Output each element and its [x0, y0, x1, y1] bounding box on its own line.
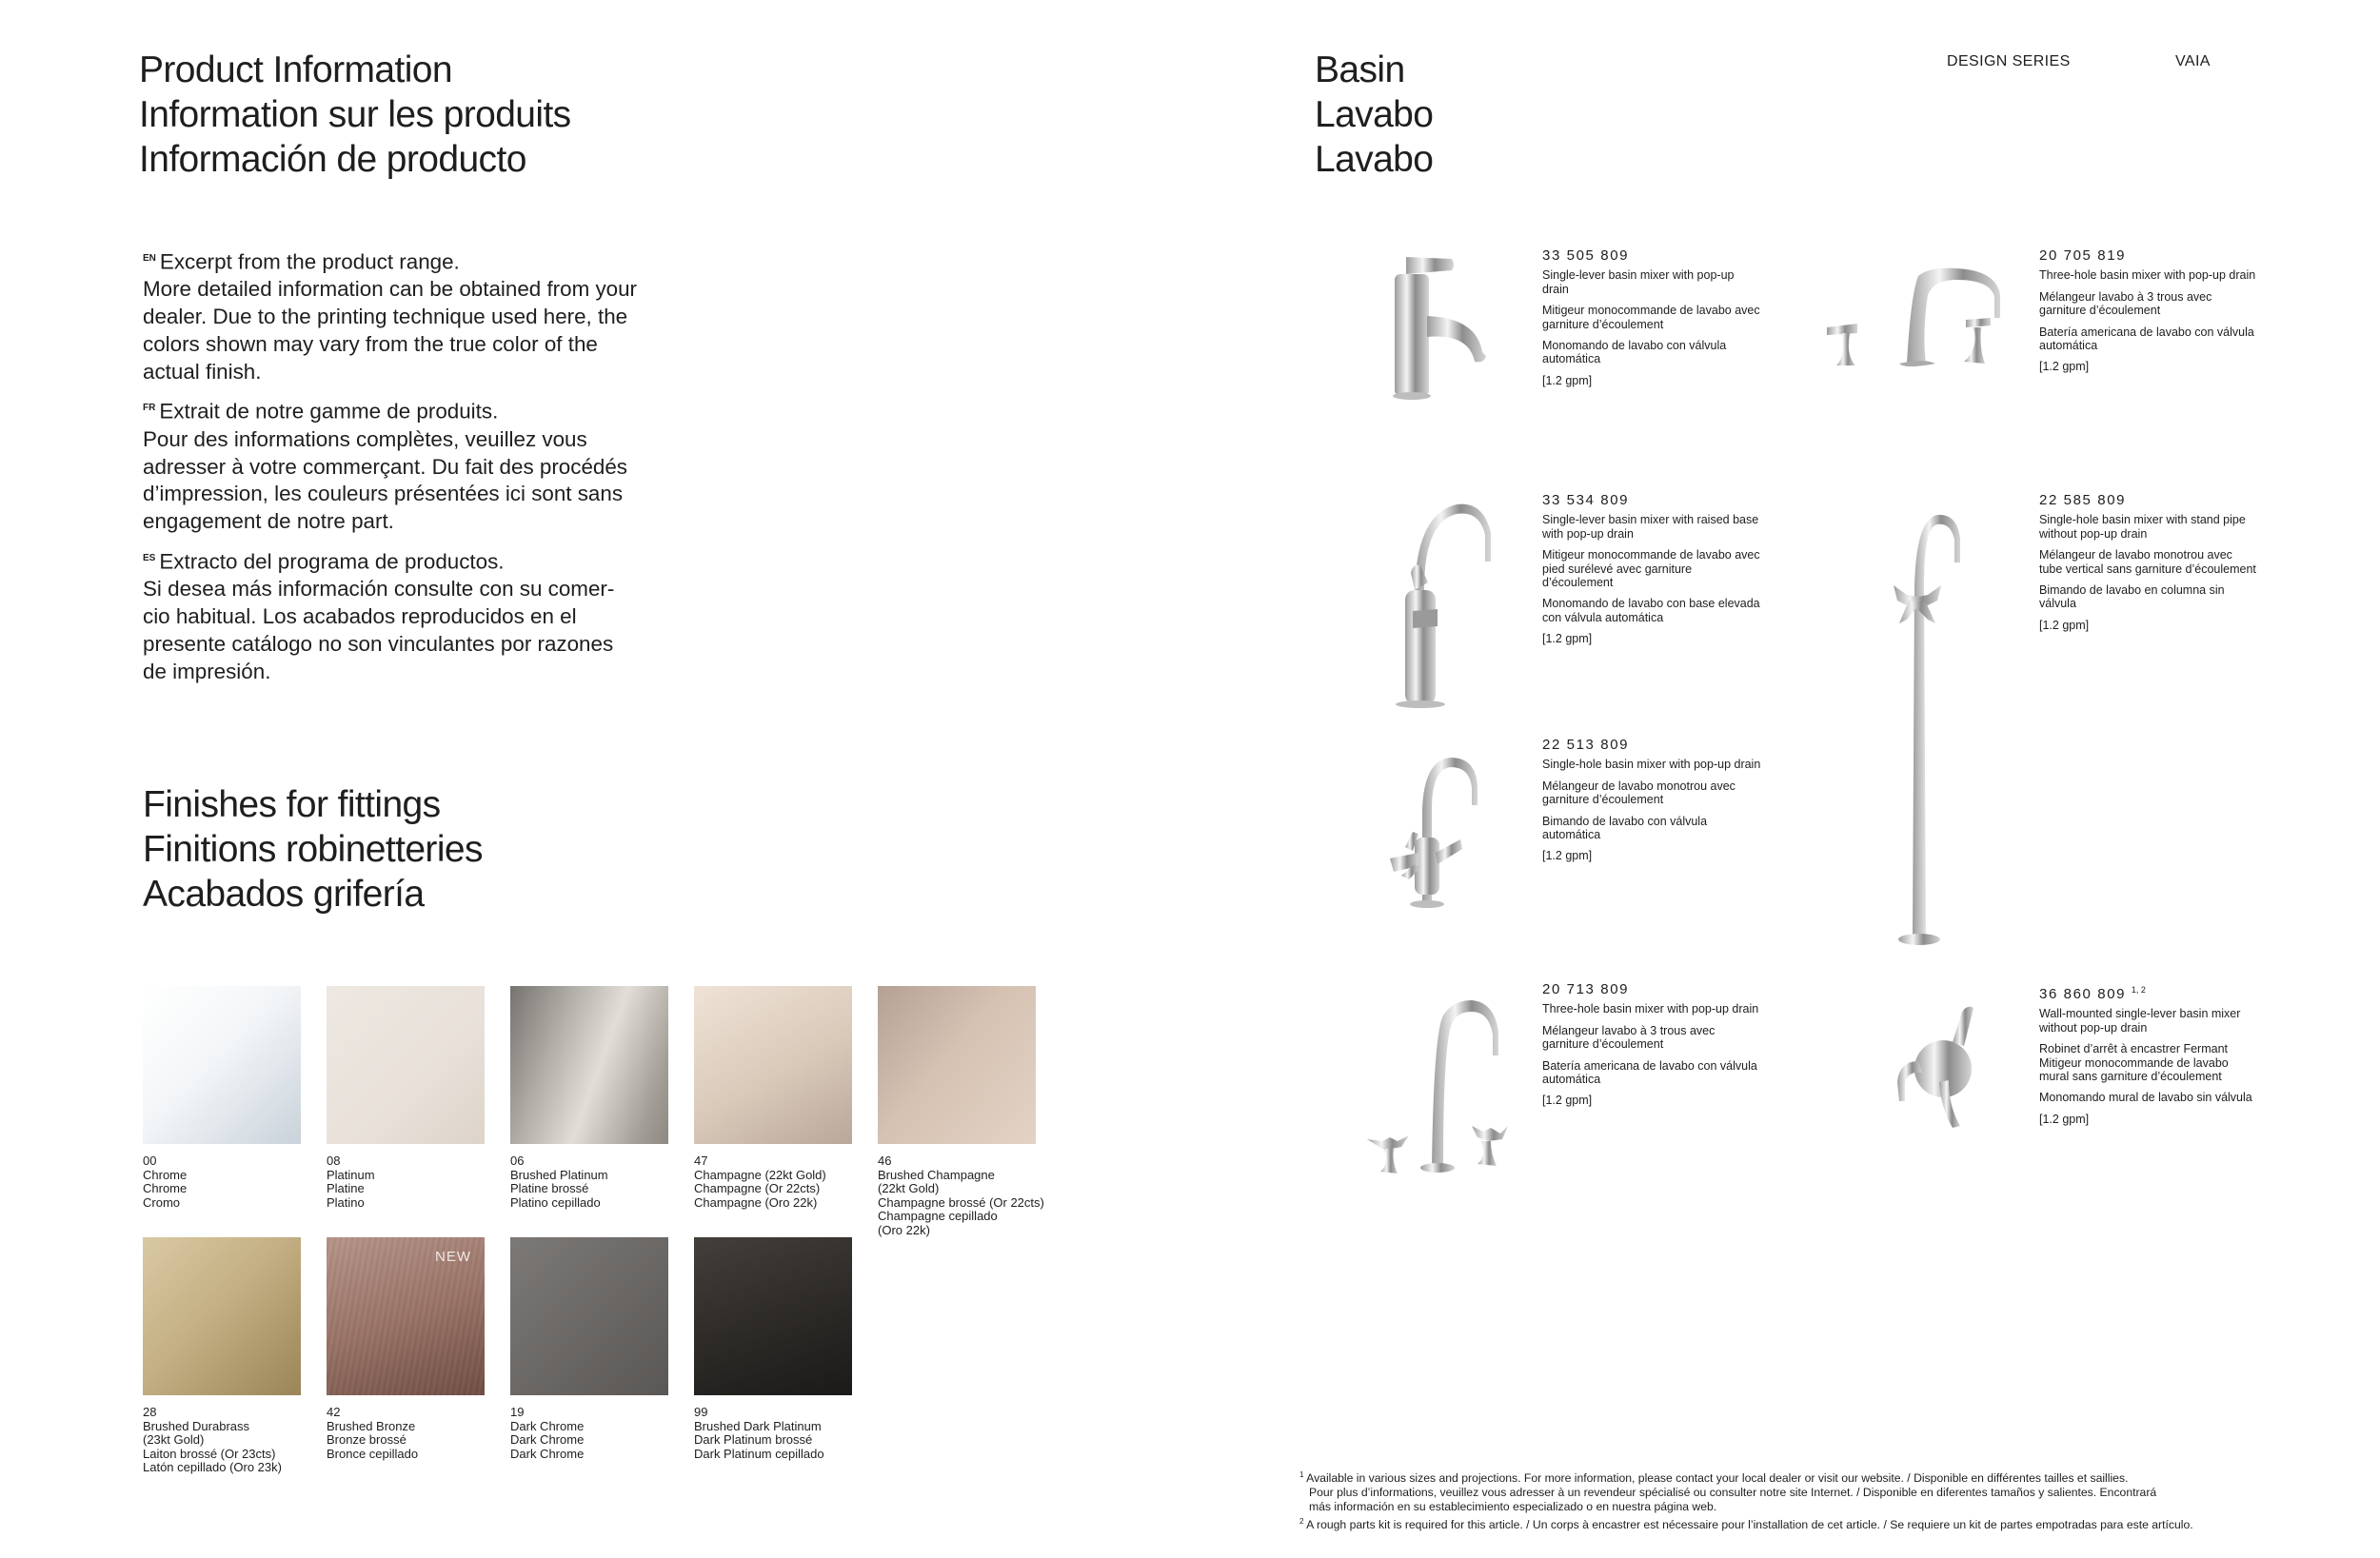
product-desc-fr: Robinet d’arrêt à encastrer Fermant Mitigeur monocommande de lavabo mural sans garniture d’écoulement: [2039, 1042, 2229, 1084]
footnote-mark: 2: [1299, 1517, 1304, 1527]
finish-name-es: Latón cepillado (Oro 23k): [143, 1460, 282, 1475]
faucet-raised-base-icon: [1361, 495, 1495, 709]
finishes-title: [143, 782, 483, 917]
finish-name-fr: Platine brossé: [510, 1181, 589, 1196]
new-badge: NEW: [435, 1249, 471, 1265]
swatch-brushed-platinum: [510, 986, 668, 1144]
product-desc-en: Single-lever basin mixer with raised base with pop-up drain: [1542, 513, 1759, 541]
finish-name-es: Dark Platinum cepillado: [694, 1446, 824, 1461]
finish-label-42: [327, 1406, 517, 1461]
finish-name-en: Brushed Dark Platinum: [694, 1418, 822, 1433]
basin-title: [1315, 48, 1433, 182]
swatch-chrome: [143, 986, 301, 1144]
faucet-wall-mounted-icon: [1880, 1004, 1985, 1137]
series-name: VAIA: [2175, 53, 2211, 69]
footnote-1: [1299, 1468, 2193, 1486]
product-desc-fr: Mitigeur monocommande de lavabo avec pied surélevé avec garniture d’écoulement: [1542, 548, 1760, 590]
finish-code: 99: [694, 1405, 708, 1419]
product-flow-rate: [1.2 gpm]: [2039, 360, 2090, 374]
finish-code: 46: [878, 1154, 892, 1168]
product-number: [2039, 494, 2258, 507]
finish-name-en: Champagne (22kt Gold): [694, 1167, 826, 1182]
basin-title-es: Lavabo: [1315, 139, 1434, 180]
footnote-1-line-2: Pour plus d’informations, veuillez vous adresser à un revendeur spécialisé ou consulter notre site Internet. / Disponible en diferentes tamaños y salientes. Encontrará: [1309, 1486, 2157, 1500]
footnote-1-line-1: Available in various sizes and projections. For more information, please contact your local dealer or visit our website. / Disponible en différentes tailles et saillies.: [1306, 1471, 2129, 1486]
product-number: [2039, 249, 2258, 263]
finish-name-fr: Champagne brossé (Or 22cts): [878, 1194, 1044, 1210]
intro-fr-first: Extrait de notre gamme de produits.: [159, 399, 499, 424]
product-desc-fr: Mélangeur de lavabo monotrou avec tube vertical sans garniture d’écoulement: [2039, 548, 2256, 576]
product-information-title: [139, 48, 571, 182]
product-number: [1542, 739, 1761, 752]
finish-name-es: Bronce cepillado: [327, 1446, 419, 1461]
faucet-stand-pipe-icon: [1880, 509, 1966, 947]
finish-name-es: Champagne cepillado: [878, 1209, 998, 1224]
product-desc-fr: Mélangeur de lavabo monotrou avec garniture d’écoulement: [1542, 779, 1735, 807]
product-20713809: [1542, 983, 1761, 1115]
swatch-brushed-durabrass: [143, 1237, 301, 1395]
finish-label-46: [878, 1154, 1068, 1238]
finish-name-en: Brushed Champagne: [878, 1167, 995, 1182]
finishes-title-fr: Finitions robinetteries: [143, 829, 483, 870]
finish-name-es: Dark Chrome: [510, 1446, 585, 1461]
lang-tag-en: EN: [143, 253, 156, 264]
finish-name-en: Dark Chrome: [510, 1418, 585, 1433]
product-number: [1542, 249, 1761, 263]
product-number-text: 33 505 809: [1542, 247, 1630, 264]
faucet-single-lever-icon: [1385, 257, 1499, 400]
product-22513809: [1542, 739, 1761, 871]
product-desc-es: Monomando mural de lavabo sin válvula: [2039, 1091, 2252, 1105]
product-flow-rate: [1.2 gpm]: [1542, 1094, 1593, 1108]
faucet-single-hole-cross-icon: [1380, 752, 1485, 914]
intro-text: [143, 246, 638, 695]
finish-name-es: Cromo: [143, 1194, 181, 1210]
finish-label-99: [694, 1406, 884, 1461]
finish-code: 00: [143, 1154, 157, 1168]
swatch-platinum: [327, 986, 485, 1144]
title-line-fr: Information sur les produits: [139, 94, 571, 135]
swatch-brushed-dark-platinum: [694, 1237, 852, 1395]
finish-label-28: [143, 1406, 333, 1475]
finish-code: 42: [327, 1405, 341, 1419]
product-flow-rate: [1.2 gpm]: [2039, 1112, 2090, 1126]
swatch-dark-chrome: [510, 1237, 668, 1395]
intro-es-first: Extracto del programa de productos.: [159, 549, 505, 574]
finish-label-19: [510, 1406, 701, 1461]
intro-es: [143, 545, 638, 685]
product-number-text: 20 713 809: [1542, 981, 1630, 997]
finishes-title-es: Acabados grifería: [143, 874, 425, 915]
finish-name-fr: Laiton brossé (Or 23cts): [143, 1446, 276, 1461]
title-line-es: Información de producto: [139, 139, 526, 180]
faucet-three-hole-cross-icon: [1363, 995, 1516, 1180]
product-flow-rate: [1.2 gpm]: [1542, 849, 1593, 863]
product-desc-en: Three-hole basin mixer with pop-up drain: [2039, 268, 2256, 283]
product-desc-en: Three-hole basin mixer with pop-up drain: [1542, 1002, 1759, 1016]
product-desc-fr: Mitigeur monocommande de lavabo avec garniture d’écoulement: [1542, 304, 1760, 331]
basin-title-fr: Lavabo: [1315, 94, 1434, 135]
product-number-text: 22 585 809: [2039, 492, 2127, 508]
finish-name-fr: Champagne (Or 22cts): [694, 1181, 821, 1196]
finish-code: 47: [694, 1154, 708, 1168]
product-33534809: [1542, 494, 1761, 654]
finishes-title-en: Finishes for fittings: [143, 784, 441, 825]
finish-code: 28: [143, 1405, 157, 1419]
finish-name-fr: Bronze brossé: [327, 1432, 407, 1448]
finish-name-en-2: (23kt Gold): [143, 1432, 205, 1448]
intro-en: [143, 246, 638, 385]
product-desc-es: Batería americana de lavabo con válvula automática: [2039, 325, 2254, 353]
product-flow-rate: [1.2 gpm]: [1542, 632, 1593, 646]
finish-label-06: [510, 1154, 701, 1210]
product-desc-es: Monomando de lavabo con base elevada con válvula automática: [1542, 597, 1760, 624]
product-20705819: [2039, 249, 2258, 382]
design-series-label: DESIGN SERIES: [1947, 53, 2071, 69]
finish-name-en: Brushed Platinum: [510, 1167, 608, 1182]
finish-label-08: [327, 1154, 517, 1210]
finish-code: 19: [510, 1405, 525, 1419]
product-number-text: 33 534 809: [1542, 492, 1630, 508]
product-flow-rate: [1.2 gpm]: [1542, 373, 1593, 387]
finish-name-es: Platino cepillado: [510, 1194, 601, 1210]
footnotes: [1299, 1468, 2193, 1532]
footnote-1-line-3: más información en su establecimiento especializado o en nuestra página web.: [1309, 1500, 1717, 1514]
swatch-champagne: [694, 986, 852, 1144]
product-desc-en: Wall-mounted single-lever basin mixer without pop-up drain: [2039, 1007, 2241, 1035]
swatch-brushed-champagne: [878, 986, 1036, 1144]
product-flow-rate: [1.2 gpm]: [2039, 618, 2090, 632]
title-line-en: Product Information: [139, 49, 452, 90]
product-22585809: [2039, 494, 2258, 640]
finish-name-es-2: (Oro 22k): [878, 1222, 930, 1237]
product-desc-fr: Mélangeur lavabo à 3 trous avec garniture d’écoulement: [2039, 289, 2212, 318]
product-desc-en: Single-hole basin mixer with stand pipe without pop-up drain: [2039, 513, 2246, 541]
finish-code: 08: [327, 1154, 341, 1168]
product-desc-es: Monomando de lavabo con válvula automática: [1542, 339, 1727, 366]
product-36860809: [2039, 983, 2258, 1134]
faucet-three-hole-icon: [1823, 257, 2013, 371]
product-number-text: 22 513 809: [1542, 737, 1630, 753]
product-desc-es: Bimando de lavabo con válvula automática: [1542, 814, 1708, 842]
product-desc-es: Bimando de lavabo en columna sin válvula: [2039, 583, 2225, 611]
product-number: [2039, 983, 2258, 1001]
footnote-mark: 1: [1299, 1470, 1304, 1479]
finish-name-es: Champagne (Oro 22k): [694, 1194, 818, 1210]
finish-label-00: [143, 1154, 333, 1210]
lang-tag-fr: FR: [143, 403, 156, 414]
swatch-brushed-bronze: [327, 1237, 485, 1395]
finish-name-en: Brushed Bronze: [327, 1418, 416, 1433]
finish-name-fr: Chrome: [143, 1181, 188, 1196]
product-desc-es: Batería americana de lavabo con válvula automática: [1542, 1058, 1757, 1087]
intro-en-first: Excerpt from the product range.: [159, 249, 460, 274]
basin-title-en: Basin: [1315, 49, 1405, 90]
product-desc-fr: Mélangeur lavabo à 3 trous avec garniture d’écoulement: [1542, 1023, 1716, 1052]
finish-name-fr: Dark Platinum brossé: [694, 1432, 813, 1448]
finish-name-fr: Dark Chrome: [510, 1432, 585, 1448]
intro-fr-body: Pour des informations complètes, veuillez vous adresser à votre commerçant. Du fait des procédés d’impression, les couleurs présentées ici sont sans engagement de notre part.: [143, 426, 627, 534]
footnote-2-line-1: A rough parts kit is required for this article. / Un corps à encastrer est nécessaire pour l’installation de cet article. / Se requiere un kit de partes empotradas para este artículo.: [1306, 1518, 2193, 1532]
product-number: [1542, 983, 1761, 996]
product-footnote-ref: 1, 2: [2131, 985, 2146, 995]
finish-name-en: Platinum: [327, 1167, 375, 1182]
finish-name-en: Brushed Durabrass: [143, 1418, 249, 1433]
intro-fr: [143, 395, 638, 535]
finish-name-en-2: (22kt Gold): [878, 1181, 940, 1196]
finish-name-fr: Platine: [327, 1181, 365, 1196]
lang-tag-es: ES: [143, 552, 156, 563]
product-desc-en: Single-lever basin mixer with pop-up drain: [1542, 268, 1735, 296]
product-number: [1542, 494, 1761, 507]
finish-name-es: Platino: [327, 1194, 365, 1210]
finish-label-47: [694, 1154, 884, 1210]
intro-es-body: Si desea más información consulte con su comer-cio habitual. Los acabados reproducidos en el presente catálogo no son vinculantes por razones de impresión.: [143, 577, 615, 683]
finish-name-en: Chrome: [143, 1167, 188, 1182]
finish-code: 06: [510, 1154, 525, 1168]
product-number-text: 20 705 819: [2039, 247, 2127, 264]
product-33505809: [1542, 249, 1761, 395]
footnote-2: [1299, 1514, 2193, 1532]
product-number-text: 36 860 809: [2039, 986, 2127, 1002]
intro-en-body: More detailed information can be obtained from your dealer. Due to the printing technique used here, the colors shown may vary from the true color of the actual finish.: [143, 277, 638, 384]
product-desc-en: Single-hole basin mixer with pop-up drain: [1542, 758, 1761, 772]
